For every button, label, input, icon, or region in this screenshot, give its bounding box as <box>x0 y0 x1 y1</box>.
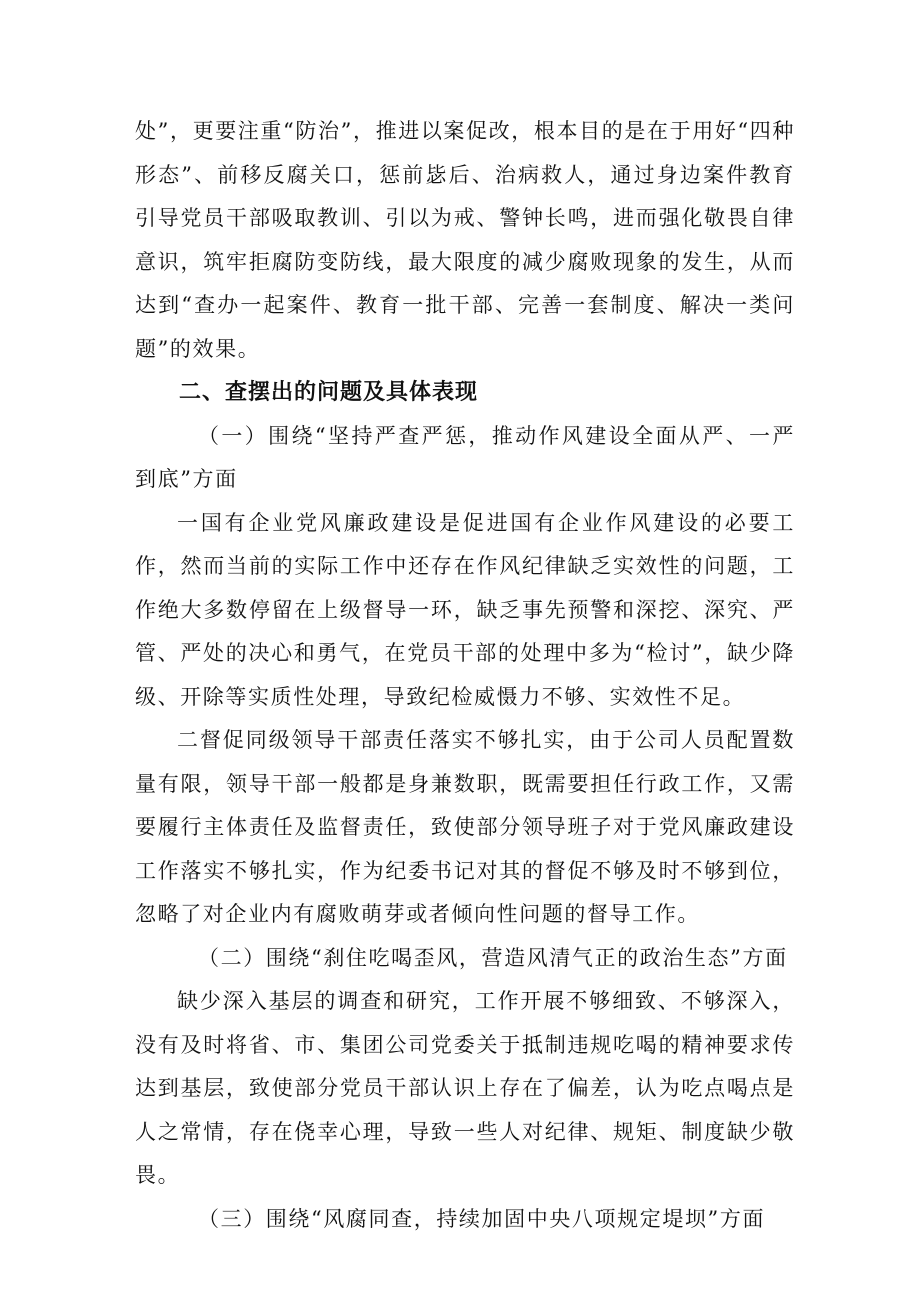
intro-paragraph: 处”，更要注重“防治”，推进以案促改，根本目的是在于用好“四种形态”、前移反腐关口，惩前毖后、治病救人，通过身边案件教育引导党员干部吸取教训、引以为戒、警钟长鸣，进而强化敬畏自律意识，筑牢拒腐防变防线，最大限度的减少腐败现象的发生，从而达到“查办一起案件、教育一批干部、完善一套制度、解决一类问题”的效果。 <box>135 119 795 361</box>
subsection-title-2: （二）围绕“刹住吃喝歪风，营造风清气正的政治生态”方面 <box>198 945 788 970</box>
subsection-2-paragraph-1: 缺少深入基层的调查和研究，工作开展不够细致、不够深入，没有及时将省、市、集团公司党委关于抵制违规吃喝的精神要求传达到基层，致使部分党员干部认识上存在了偏差，认为吃点喝点是人之常情，存在侥幸心理，导致一些人对纪律、规矩、制度缺少敬畏。 <box>135 989 795 1187</box>
subsection-title-1: （一）围绕“坚持严查严惩，推动作风建设全面从严、一严到底”方面 <box>135 423 795 491</box>
section-heading: 二、查摆出的问题及具体表现 <box>179 380 479 405</box>
subsection-1-paragraph-2: 二督促同级领导干部责任落实不够扎实，由于公司人员配置数量有限，领导干部一般都是身兼数职，既需要担任行政工作，又需要履行主体责任及监督责任，致使部分领导班子对于党风廉政建设工作落实不够扎实，作为纪委书记对其的督促不够及时不够到位，忽略了对企业内有腐败萌芽或者倾向性问题的督导工作。 <box>135 728 795 926</box>
subsection-1-paragraph-1: 一国有企业党风廉政建设是促进国有企业作风建设的必要工作，然而当前的实际工作中还存在作风纪律缺乏实效性的问题，工作绝大多数停留在上级督导一环，缺乏事先预警和深挖、深究、严管、严处的决心和勇气，在党员干部的处理中多为“检讨”，缺少降级、开除等实质性处理，导致纪检威慑力不够、实效性不足。 <box>135 510 795 709</box>
subsection-title-3: （三）围绕“风腐同查，持续加固中央八项规定堤坝”方面 <box>198 1206 766 1231</box>
document-page <box>135 110 795 1241</box>
